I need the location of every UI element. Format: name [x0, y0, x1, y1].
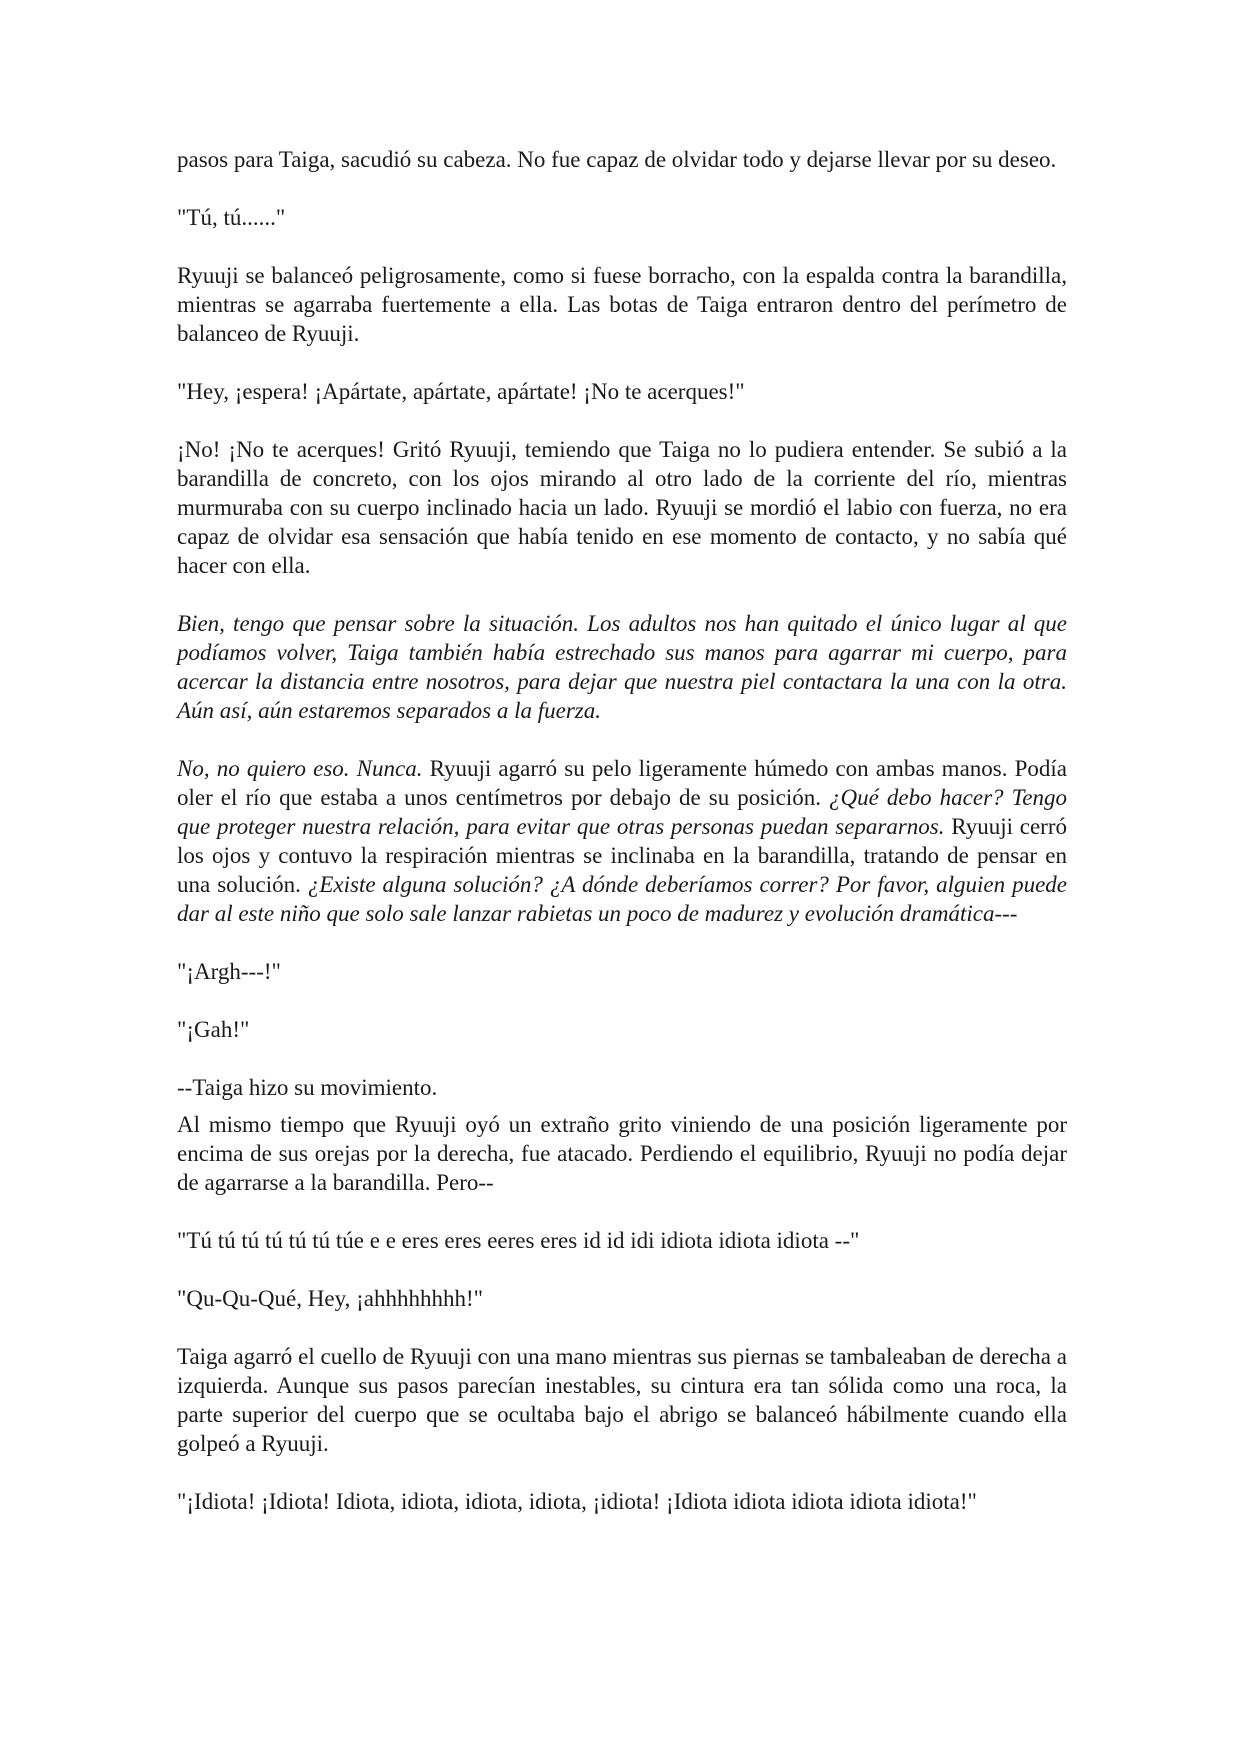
paragraph-9: [177, 1015, 1067, 1044]
text-segment: "¡Gah!": [177, 1017, 250, 1042]
paragraph-8: [177, 957, 1067, 986]
text-segment: Ryuuji cerró los ojos y contuvo la respiración mientras se inclinaba en la barandilla, tratando de pensar en una solución.: [177, 814, 1067, 897]
text-segment: ¡No! ¡No te acerques! Gritó Ryuuji, temiendo que Taiga no lo pudiera entender. Se subió a la barandilla de concreto, con los ojos mirando al otro lado de la corriente del río, mientras murmuraba con su cuerpo inclinado hacia un lado. Ryuuji se mordió el labio con fuerza, no era capaz de olvidar esa sensación que había tenido en ese momento de contacto, y no sabía qué hacer con ella.: [177, 437, 1067, 578]
document-page: [177, 145, 1067, 1545]
paragraph-4: [177, 377, 1067, 406]
paragraph-3: [177, 261, 1067, 348]
text-segment: pasos para Taiga, sacudió su cabeza. No fue capaz de olvidar todo y dejarse llevar por su deseo.: [177, 147, 1057, 172]
paragraph-11: [177, 1110, 1067, 1197]
text-segment-italic: Bien, tengo que pensar sobre la situación. Los adultos nos han quitado el único lugar al que podíamos volver, Taiga también había estrechado sus manos para agarrar mi cuerpo, para acercar la distancia entre nosotros, para dejar que nuestra piel contactara la una con la otra. Aún así, aún estaremos separados a la fuerza.: [177, 611, 1067, 723]
text-segment: "Tú, tú......": [177, 205, 286, 230]
paragraph-15: [177, 1487, 1067, 1516]
paragraph-10: [177, 1073, 1067, 1102]
text-segment: Al mismo tiempo que Ryuuji oyó un extraño grito viniendo de una posición ligeramente por encima de sus orejas por la derecha, fue atacado. Perdiendo el equilibrio, Ryuuji no podía dejar de agarrarse a la barandilla. Pero--: [177, 1112, 1067, 1195]
text-segment: Ryuuji se balanceó peligrosamente, como si fuese borracho, con la espalda contra la barandilla, mientras se agarraba fuertemente a ella. Las botas de Taiga entraron dentro del perímetro de balanceo de Ryuuji.: [177, 263, 1067, 346]
text-segment-italic: No, no quiero eso. Nunca.: [177, 756, 423, 781]
paragraph-14: [177, 1342, 1067, 1458]
paragraph-13: [177, 1284, 1067, 1313]
paragraph-2: [177, 203, 1067, 232]
text-segment: Ryuuji agarró su pelo ligeramente húmedo con ambas manos. Podía oler el río que estaba a unos centímetros por debajo de su posición.: [177, 756, 1067, 810]
paragraph-1: [177, 145, 1067, 174]
text-segment: "¡Idiota! ¡Idiota! Idiota, idiota, idiota, idiota, ¡idiota! ¡Idiota idiota idiota idiota idiota!": [177, 1489, 977, 1514]
paragraph-5: [177, 435, 1067, 580]
text-segment-italic: ¿Qué debo hacer? Tengo que proteger nuestra relación, para evitar que otras personas puedan separarnos.: [177, 785, 1067, 839]
text-segment: "Tú tú tú tú tú tú túe e e eres eres eeres eres id id idi idiota idiota idiota --": [177, 1228, 860, 1253]
paragraph-7: [177, 754, 1067, 928]
text-segment: Taiga agarró el cuello de Ryuuji con una mano mientras sus piernas se tambaleaban de derecha a izquierda. Aunque sus pasos parecían inestables, su cintura era tan sólida como una roca, la parte superior del cuerpo que se ocultaba bajo el abrigo se balanceó hábilmente cuando ella golpeó a Ryuuji.: [177, 1344, 1067, 1456]
text-segment: "Qu-Qu-Qué, Hey, ¡ahhhhhhhh!": [177, 1286, 483, 1311]
text-segment: "¡Argh---!": [177, 959, 281, 984]
paragraph-12: [177, 1226, 1067, 1255]
text-segment: --Taiga hizo su movimiento.: [177, 1075, 438, 1100]
text-segment: "Hey, ¡espera! ¡Apártate, apártate, apártate! ¡No te acerques!": [177, 379, 745, 404]
text-segment-italic: ¿Existe alguna solución? ¿A dónde deberíamos correr? Por favor, alguien puede dar al este niño que solo sale lanzar rabietas un poco de madurez y evolución dramática---: [177, 872, 1067, 926]
paragraph-6: [177, 609, 1067, 725]
